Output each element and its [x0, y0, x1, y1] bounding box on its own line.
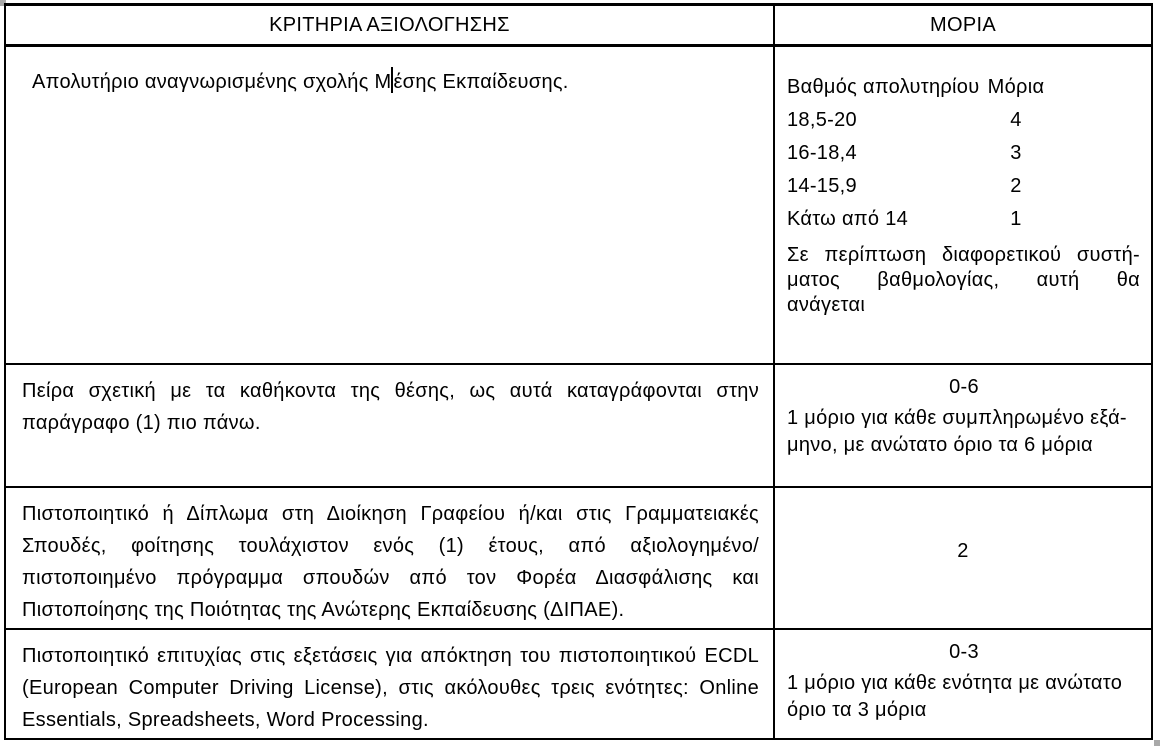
- criteria-text: Πιστοποιητικό επιτυχίας στις εξετάσεις για απόκτηση του πιστοποιητικού ECDL (European Computer Driving License), στις ακόλουθες τρεις ενότητες: Online Essentials, Spreadsheets, Word Processing.: [22, 645, 759, 731]
- table-row-1-criteria: [6, 47, 775, 365]
- note-line: ματος βαθμολογίας, αυτή θα: [787, 269, 1140, 291]
- evaluation-criteria-table: [4, 3, 1153, 740]
- criteria-text-part1: Απολυτήριο αναγνωρισμένης σχολής Μ: [32, 71, 392, 93]
- grade-range: Κάτω από 14: [787, 208, 909, 230]
- points-header-label: ΜΟΡΙΑ: [930, 13, 996, 36]
- points-note: [787, 405, 1141, 459]
- criteria-text-part2: έσης Εκπαίδευσης.: [393, 71, 569, 93]
- points-note-line: μηνο, με ανώτατο όριο τα 6 μόρια: [787, 434, 1093, 456]
- points-note-line: όριο τα 3 μόρια: [787, 699, 927, 721]
- criteria-text: Πείρα σχετική με τα καθήκοντα της θέσης, ως αυτά καταγράφονται στην παράγραφο (1) πιο πάνω.: [22, 380, 759, 434]
- table-row-3-criteria: [6, 488, 775, 630]
- table-row-4-criteria: [6, 630, 775, 738]
- criteria-header-label: ΚΡΙΤΗΡΙΑ ΑΞΙΟΛΟΓΗΣΗΣ: [269, 13, 510, 36]
- criteria-text: Πιστοποιητικό ή Δίπλωμα στη Διοίκηση Γραφείου ή/και στις Γραμματειακές Σπουδές, φοίτησης τουλάχιστον ενός (1) έτους, από αξιολογημένο/ πιστοποιημένο πρόγραμμα σπουδών από τον Φορέα Διασφάλισης και Πιστοποίησης της Ποιότητας της Ανώτερης Εκπαίδευσης (ΔΙΠΑΕ).: [22, 503, 759, 621]
- note-line: Σε περίπτωση διαφορετικού συστή-: [787, 244, 1140, 266]
- table-row-2-points: [775, 365, 1151, 488]
- points-range: 0-6: [949, 376, 979, 398]
- table-row-4-points: [775, 630, 1151, 738]
- crop-handle-bottom-right-icon: [1154, 740, 1160, 746]
- table-row-2-criteria: [6, 365, 775, 488]
- header-cell-criteria: [6, 6, 775, 47]
- points-value: 2: [957, 539, 969, 562]
- table-row-1-points: [775, 47, 1151, 365]
- grade-points: 1: [1010, 208, 1022, 230]
- note-line: ανάγεται: [787, 294, 866, 316]
- grade-scale-header-label: Βαθμός απολυτηρίου: [787, 76, 980, 98]
- points-note: [787, 670, 1141, 724]
- points-note-line: 1 μόριο για κάθε ενότητα με ανώτατο: [787, 672, 1123, 694]
- grade-range: 18,5-20: [787, 109, 857, 131]
- table-row-3-points: [775, 488, 1151, 630]
- grade-range: 14-15,9: [787, 175, 857, 197]
- grade-points: 3: [1010, 142, 1022, 164]
- grade-range: 16-18,4: [787, 142, 857, 164]
- header-cell-points: [775, 6, 1151, 47]
- grading-system-note: [787, 243, 1140, 318]
- grade-scale-header-points: Μόρια: [987, 76, 1045, 98]
- points-note-line: 1 μόριο για κάθε συμπληρωμένο εξά-: [787, 407, 1127, 429]
- grade-points: 4: [1010, 109, 1022, 131]
- points-range: 0-3: [949, 641, 979, 663]
- grade-scale-table: [787, 71, 1141, 236]
- grade-points: 2: [1010, 175, 1022, 197]
